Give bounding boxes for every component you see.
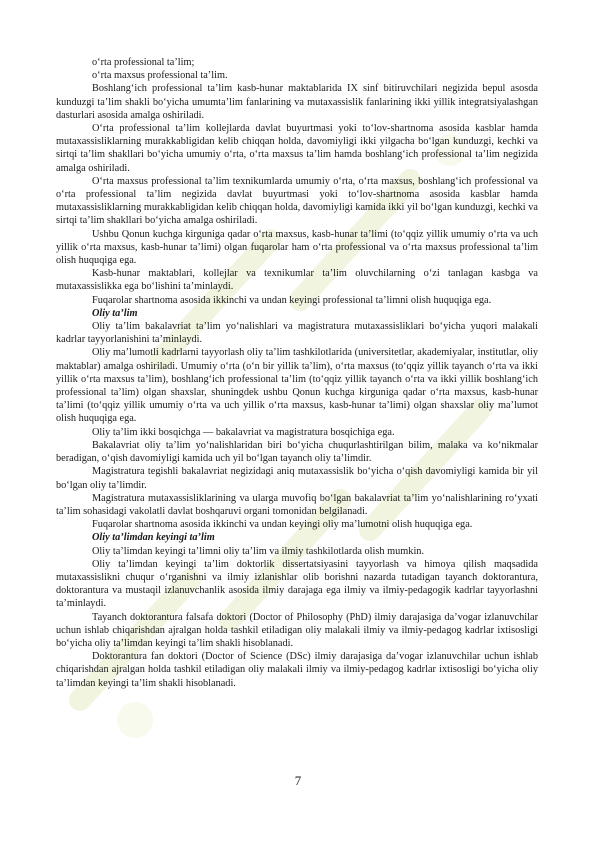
paragraph: o‘rta professional ta’lim; — [92, 57, 195, 68]
paragraph: Oliy ta’lim bakalavriat ta’lim yo‘nalishlari va magistratura mutaxassisliklari bo‘yicha yuqori malakali kadrlar tayyorlanishini ta’minlaydi. — [56, 321, 538, 346]
document-body — [56, 56, 538, 690]
paragraph: Fuqarolar shartnoma asosida ikkinchi va undan keyingi professional ta’limni olish huquqiga ega. — [92, 294, 492, 306]
paragraph: Oliy ta’limdan keyingi ta’lim doktorlik dissertatsiyasini tayyorlash va himoya qilish maqsadida mutaxassislikni chuqur o‘rganishni va ilmiy izlanishlar olib borishni nazarda tutadigan tayanch doktorantura, doktorantura va mustaqil izlanuvchanlik asosida ilmiy darajaga ega ilmiy va ilmiy-pedagogik kadrlar tayyorlashni ta’minlaydi. — [56, 558, 538, 610]
paragraph: Magistratura mutaxassisliklarining va ularga muvofiq bo‘lgan bakalavriat ta’lim yo‘nalishlarining ro‘yxati ta’lim sohasidagi vakolatli davlat boshqaruvi organi tomonidan belgilanadi. — [56, 492, 538, 517]
paragraph: Ushbu Qonun kuchga kirguniga qadar o‘rta maxsus, kasb-hunar ta’limi (to‘qqiz yillik umumiy o‘rta va uch yillik o‘rta maxsus, kasb-hunar ta’limi) olgan fuqarolar ham o‘rta professional va o‘rta maxsus professional ta’lim olish huquqiga ega. — [56, 228, 538, 267]
paragraph: o‘rta maxsus professional ta’lim. — [92, 70, 228, 82]
paragraph: Oliy ta’limdan keyingi ta’limni oliy ta’lim va ilmiy tashkilotlarda olish mumkin. — [92, 545, 425, 557]
section-heading: Oliy ta’limdan keyingi ta’lim — [92, 532, 215, 544]
paragraph: Fuqarolar shartnoma asosida ikkinchi va undan keyingi oliy ma’lumotni olish huquqiga ega. — [92, 519, 473, 531]
paragraph: Oliy ma’lumotli kadrlarni tayyorlash oliy ta’lim tashkilotlarida (universitetlar, akademiyalar, institutlar, oliy maktablar) amalga oshiriladi. Umumiy o‘rta (o‘n bir yillik ta’lim), o‘rta maxsus (to‘qqiz yillik tayanch o‘rta va ikki yillik o‘rta maxsus ta’lim), boshlang‘ich professional ta’lim (to‘qqiz yillik tayanch o‘rta va ikki yillik boshlang‘ich professional ta’lim) olgan shaxslar, shuningdek ushbu Qonun kuchga kirguniga qadar o‘rta maxsus, kasb-hunar ta’limi (to‘qqiz yillik umumiy o‘rta va uch yillik o‘rta maxsus, kasb-hunar ta’limi) olgan shaxslar oliy ma’lumot olish huquqiga ega. — [56, 347, 538, 425]
section-heading: Oliy ta’lim — [92, 307, 138, 319]
paragraph: O‘rta professional ta’lim kollejlarda davlat buyurtmasi yoki to‘lov-shartnoma asosida kasblar hamda mutaxassisliklarning murakkabligidan kelib chiqqan holda, davomiyligi ikki yilgacha bo‘lgan kunduzgi, kechki va sirtqi ta’lim shakllari bo‘yicha umumiy o‘rta, o‘rta maxsus ta’lim hamda boshlang‘ich professional ta’lim negizida amalga oshiriladi. — [56, 123, 538, 174]
paragraph: Kasb-hunar maktablari, kollejlar va texnikumlar ta’lim oluvchilarning o‘zi tanlagan kasbga va mutaxassislikka ega bo‘lishini ta’minlaydi. — [56, 268, 538, 293]
paragraph: Oliy ta’lim ikki bosqichga — bakalavriat va magistratura bosqichiga ega. — [92, 426, 395, 438]
paragraph: Tayanch doktorantura falsafa doktori (Doctor of Philosophy (PhD) ilmiy darajasiga da’vogar izlanuvchilar uchun ishlab chiqarishdan ajralgan holda tashkil etiladigan oliy malakali ilmiy va ilmiy-pedagog kadrlar ixtisosligi bo‘yicha oliy ta’limdan keyingi ta’lim shakli hisoblanadi. — [56, 611, 538, 649]
paragraph: Bakalavriat oliy ta’lim yo‘nalishlaridan biri bo‘yicha chuqurlashtirilgan bilim, malaka va ko‘nikmalar beradigan, o‘qish davomiyligi kamida uch yil bo‘lgan tayanch oliy ta’limdir. — [56, 439, 538, 465]
paragraph: Doktorantura fan doktori (Doctor of Science (DSc) ilmiy darajasiga da’vogar izlanuvchilar uchun ishlab chiqarishdan ajralgan holda tashkil etiladigan oliy malakali ilmiy va ilmiy-pedagog kadrlar ixtisosligi bo‘yicha oliy ta’limdan keyingi ta’lim shakli hisoblanadi. — [56, 651, 538, 689]
paragraph: Magistratura tegishli bakalavriat negizidagi aniq mutaxassislik bo‘yicha o‘qish davomiyligi kamida bir yil bo‘lgan oliy ta’limdir. — [56, 466, 538, 491]
paragraph: Boshlang‘ich professional ta’lim kasb-hunar maktablarida IX sinf bitiruvchilari negizida bepul asosda kunduzgi ta’lim shakli bo‘yicha umumta’lim fanlarining va mutaxassislik fanlarining ikki yillik integratsiyalashgan dasturlari asosida amalga oshiriladi. — [56, 83, 538, 121]
paragraph: O‘rta maxsus professional ta’lim texnikumlarda umumiy o‘rta, o‘rta maxsus, boshlang‘ich professional va o‘rta professional ta’lim negizida davlat buyurtmasi yoki to‘lov-shartnoma asosida kasblar hamda mutaxassisliklarning murakkabligidan kelib chiqqan holda, davomiyligi kamida ikki yil bo‘lgan kunduzgi, kechki va sirtqi ta’lim shakllari bo‘yicha amalga oshiriladi. — [56, 175, 538, 227]
page-number: 7 — [294, 773, 302, 788]
